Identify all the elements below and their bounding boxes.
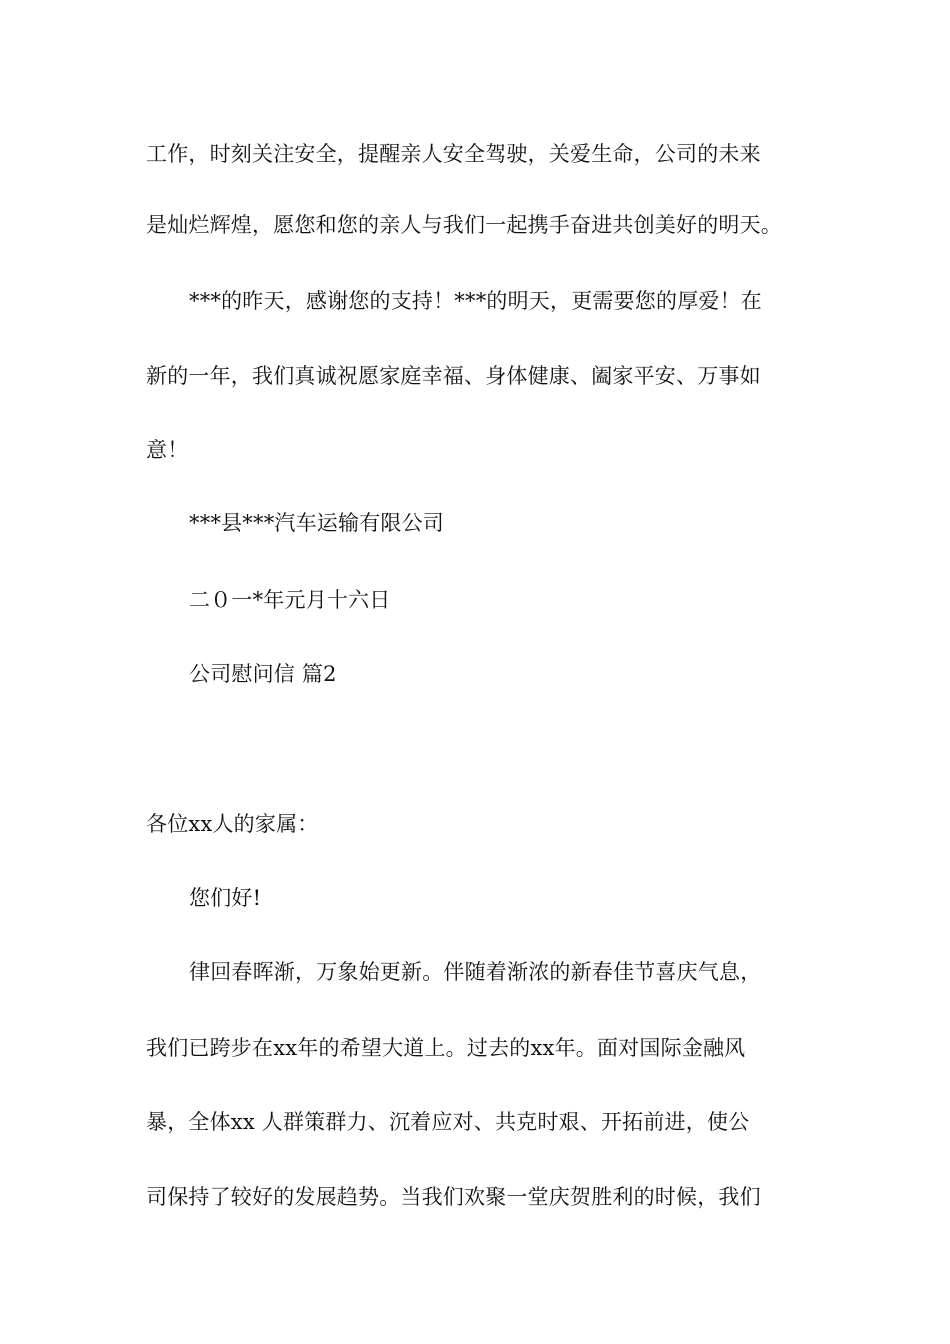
paragraph-line: 律回春晖渐，万象始更新。伴随着渐浓的新春佳节喜庆气息， <box>189 960 762 984</box>
salutation: 各位xx人的家属： <box>146 812 319 836</box>
greeting: 您们好! <box>189 886 262 910</box>
company-name: ***县***汽车运输有限公司 <box>189 511 444 535</box>
letter-date: 二０一*年元月十六日 <box>189 588 391 612</box>
paragraph-line: 工作，时刻关注安全，提醒亲人安全驾驶，关爱生命，公司的未来 <box>146 142 761 166</box>
paragraph-line: ***的昨天，感谢您的支持！***的明天，更需要您的厚爱！在 <box>189 289 762 313</box>
section-title: 公司慰问信 篇2 <box>189 662 337 686</box>
paragraph-line: 司保持了较好的发展趋势。当我们欢聚一堂庆贺胜利的时候，我们 <box>146 1185 761 1209</box>
paragraph-line: 新的一年，我们真诚祝愿家庭幸福、身体健康、阖家平安、万事如 <box>146 364 761 388</box>
paragraph-line: 我们已跨步在xx年的希望大道上。过去的xx年。面对国际金融风 <box>146 1036 746 1060</box>
paragraph-line: 暴，全体xx 人群策群力、沉着应对、共克时艰、开拓前进，使公 <box>146 1110 750 1134</box>
paragraph-line: 意！ <box>146 438 189 462</box>
paragraph-line: 是灿烂辉煌，愿您和您的亲人与我们一起携手奋进共创美好的明天。 <box>146 213 782 237</box>
